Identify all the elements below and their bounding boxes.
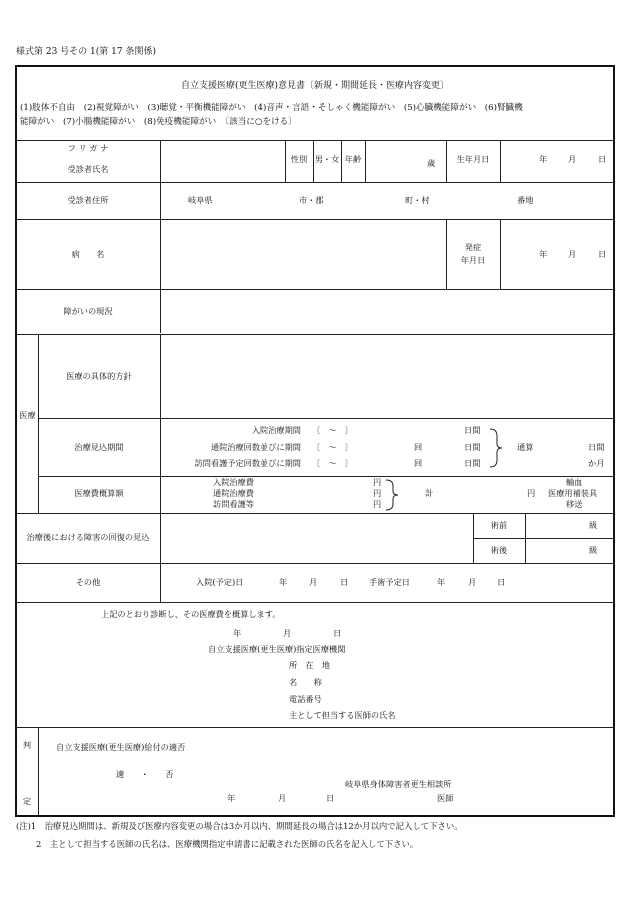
cost-unit: 円 <box>373 477 382 487</box>
period-days: 日間 <box>464 425 481 435</box>
period-label: 治療見込期間 <box>74 442 124 452</box>
rule <box>16 182 614 183</box>
surgery-month: 月 <box>468 577 477 587</box>
period-count: 回 <box>414 442 423 452</box>
rule <box>16 602 614 603</box>
institution-name-label: 名 称 <box>289 677 322 687</box>
rule <box>160 334 161 513</box>
doctor-name-label: 主として担当する医師の氏名 <box>289 710 396 720</box>
period-count: 回 <box>414 458 423 468</box>
address-pref: 岐阜県 <box>188 195 213 205</box>
period-bracket: 〔 ～ 〕 <box>312 425 353 435</box>
address-number: 番地 <box>517 195 534 205</box>
medical-section-label: 医療 <box>19 410 36 420</box>
institution-address-label: 所 在 地 <box>289 660 330 670</box>
admission-month: 月 <box>309 577 318 587</box>
judgment-day: 日 <box>326 793 335 803</box>
cost-extra: 輸血 <box>566 477 583 487</box>
note-2: 2 主として担当する医師の氏名は、医療機関指定申請書に記載された医師の氏名を記入して下さい。 <box>36 839 419 849</box>
policy-label: 医療の具体的方針 <box>66 371 132 381</box>
address-label: 受診者住所 <box>67 195 109 205</box>
cost-unit: 円 <box>373 488 382 498</box>
rule <box>446 219 447 289</box>
institution-phone-label: 電話番号 <box>289 694 322 704</box>
rule <box>16 140 614 141</box>
recovery-after-label: 術後 <box>490 545 508 555</box>
judgment-options: 適 ・ 否 <box>116 769 174 779</box>
cost-extra: 移送 <box>566 499 583 509</box>
birth-day: 日 <box>598 154 607 164</box>
admission-year: 年 <box>279 577 288 587</box>
rule <box>160 513 161 602</box>
frame-left <box>15 65 17 817</box>
admission-label: 入院(予定)日 <box>196 577 244 587</box>
form-number: 様式第 23 号その 1(第 17 条関係) <box>16 47 156 57</box>
period-bracket: 〔 ～ 〕 <box>312 442 353 452</box>
onset-label-1: 発症 <box>464 242 482 252</box>
period-days: 日間 <box>464 458 481 468</box>
disease-label: 病 名 <box>71 249 105 259</box>
cost-extra: 医療用補装具 <box>548 488 598 498</box>
address-city: 市・郡 <box>299 195 324 205</box>
recovery-grade: 級 <box>589 520 598 530</box>
form-title: 自立支援医療(更生医療)意見書〔新規・期間延長・医療内容変更〕 <box>180 81 450 91</box>
category-line-1: (1)肢体不自由 (2)視覚障がい (3)聴覚・平衡機能障がい (4)音声・言語・そしゃく機能障がい (5)心臓機能障がい (6)腎臓機 <box>20 103 523 113</box>
judgment-office: 岐阜県身体障害者更生相談所 <box>345 779 452 789</box>
onset-day: 日 <box>598 249 607 259</box>
judgment-label-top: 判 <box>22 740 32 750</box>
furigana-label: フ リ ガ ナ <box>67 143 109 153</box>
rule <box>525 513 526 563</box>
declaration-month: 月 <box>283 628 292 638</box>
age-label: 年齢 <box>344 154 362 164</box>
judgment-title: 自立支援医療(更生医療)給付の適否 <box>56 742 186 752</box>
judgment-month: 月 <box>278 793 287 803</box>
birth-label: 生年月日 <box>456 154 490 164</box>
period-brace-icon <box>489 428 503 468</box>
judgment-label-bottom: 定 <box>22 796 32 806</box>
rule <box>38 334 39 513</box>
cost-unit: 円 <box>373 499 382 509</box>
disability-status-label: 障がいの現況 <box>63 306 113 316</box>
institution-label: 自立支援医療(更生医療)指定医療機関 <box>208 644 346 654</box>
period-row-name: 訪問看護予定回数並びに期間 <box>194 458 301 468</box>
sex-options: 男・女 <box>314 154 340 164</box>
period-row-name: 通院治療回数並びに期間 <box>210 442 301 452</box>
rule <box>500 219 501 289</box>
declaration-day: 日 <box>333 628 342 638</box>
note-1: (注)1 治療見込期間は、新規及び医療内容変更の場合は3か月以内、期間延長の場合は12か月以内で記入して下さい。 <box>16 821 463 831</box>
category-line-2: 能障がい (7)小腸機能障がい (8)免疫機能障がい 〔該当に○をける〕 <box>20 117 297 127</box>
cost-label: 医療費概算額 <box>74 488 124 498</box>
rule <box>16 334 614 335</box>
sex-label: 性別 <box>290 154 308 164</box>
cost-brace-icon <box>385 479 399 511</box>
cost-item: 入院治療費 <box>213 477 254 487</box>
rule <box>16 289 614 290</box>
period-days: 日間 <box>464 442 481 452</box>
patient-name-label: 受診者氏名 <box>67 164 109 174</box>
onset-year: 年 <box>539 249 548 259</box>
frame-right <box>613 65 615 817</box>
period-total-unit-1: 日間 <box>588 442 605 452</box>
period-row-name: 入院治療期間 <box>251 425 301 435</box>
surgery-year: 年 <box>437 577 446 587</box>
onset-label-2: 年月日 <box>460 255 486 265</box>
age-unit: 歳 <box>427 158 436 168</box>
recovery-before-label: 術前 <box>490 520 508 530</box>
declaration-year: 年 <box>233 628 242 638</box>
birth-year: 年 <box>539 154 548 164</box>
recovery-label: 治療後における障害の回復の見込 <box>26 532 150 542</box>
rule <box>16 563 614 564</box>
period-total-unit-2: か月 <box>588 458 605 468</box>
rule <box>16 219 614 220</box>
frame-bottom <box>15 815 615 817</box>
cost-item: 通院治療費 <box>213 488 254 498</box>
rule <box>160 140 161 333</box>
onset-month: 月 <box>568 249 577 259</box>
rule <box>38 727 39 815</box>
cost-total-unit: 円 <box>527 488 536 498</box>
judgment-doctor: 医師 <box>437 793 454 803</box>
birth-month: 月 <box>568 154 577 164</box>
rule <box>38 476 614 477</box>
address-town: 町・村 <box>405 195 430 205</box>
judgment-year: 年 <box>227 793 236 803</box>
recovery-grade: 級 <box>589 545 598 555</box>
admission-day: 日 <box>340 577 349 587</box>
declaration-statement: 上記のとおり診断し、その医療費を概算します。 <box>101 609 281 619</box>
period-total-label: 通算 <box>517 442 534 452</box>
cost-item: 訪問看護等 <box>213 499 254 509</box>
period-bracket: 〔 ～ 〕 <box>312 458 353 468</box>
surgery-day: 日 <box>497 577 506 587</box>
other-label: その他 <box>75 577 101 587</box>
rule <box>38 418 614 419</box>
surgery-label: 手術予定日 <box>369 577 410 587</box>
cost-total-label: 計 <box>425 488 434 498</box>
frame-top <box>15 65 615 67</box>
rule <box>365 140 366 182</box>
rule <box>500 140 501 182</box>
rule <box>473 538 614 539</box>
rule <box>16 727 614 728</box>
